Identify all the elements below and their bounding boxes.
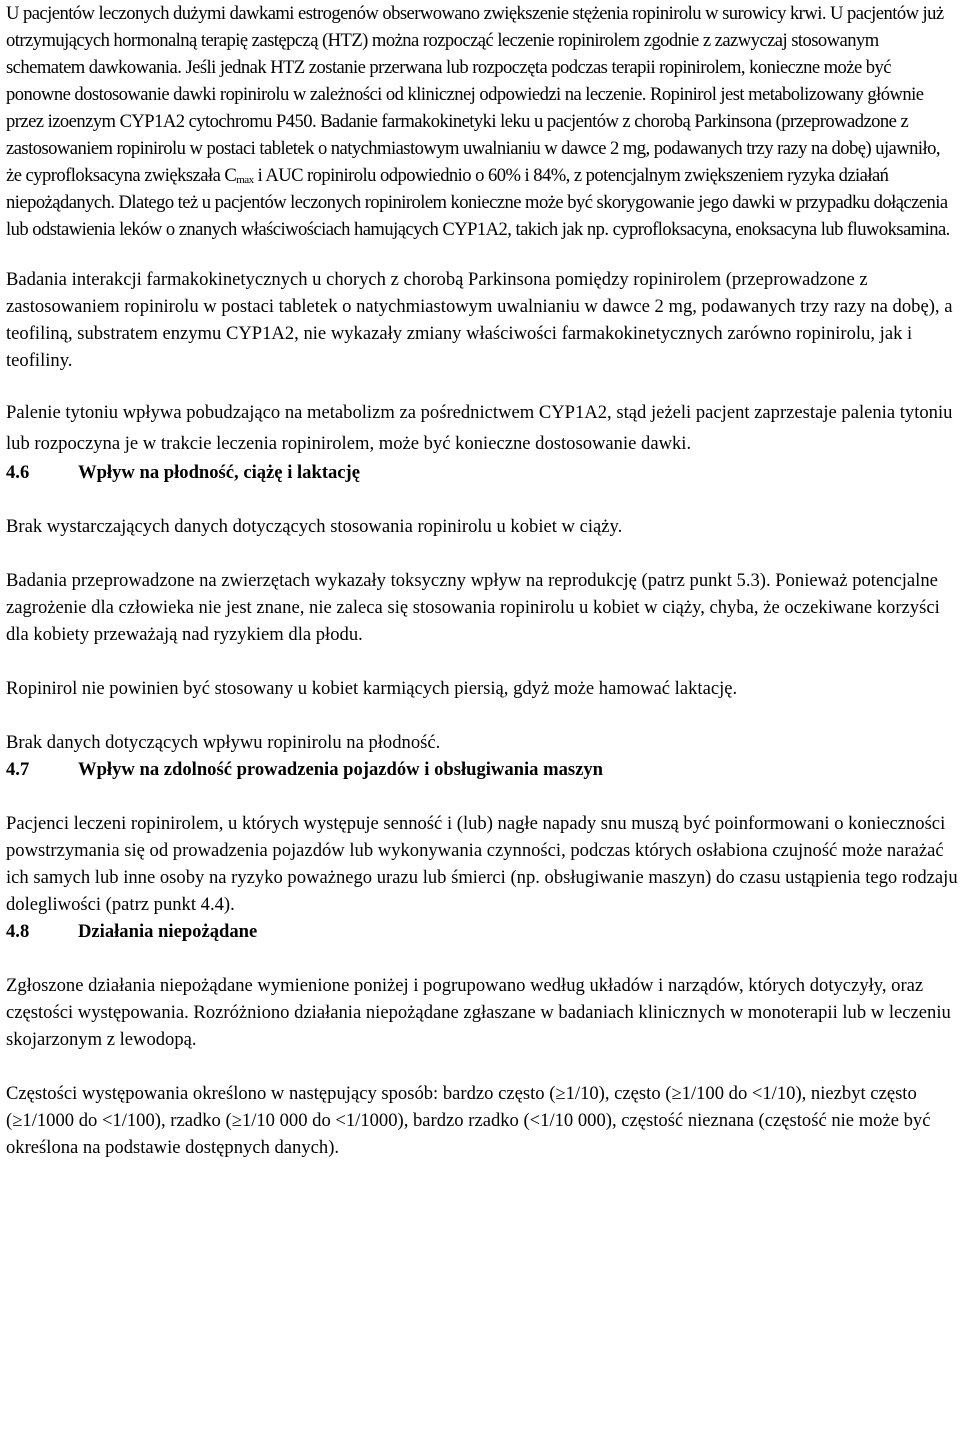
paragraph-fertility: Brak danych dotyczących wpływu ropinirolu na płodność.	[6, 732, 441, 753]
paragraph-theophylline: Badania interakcji farmakokinetycznych u chorych z chorobą Parkinsona pomiędzy ropinirolem (przeprowadzone z zastosowaniem ropinirolu w postaci tabletek o natychmiastowym uwalnianiu w dawce 2 mg, podawanych trzy razy na dobę), a teofiliną, substratem enzymu CYP1A2, nie wykazały zmiany właściwości farmakokinetycznych zarówno ropinirolu, jak i teofiliny.	[6, 269, 953, 371]
paragraph-driving: Pacjenci leczeni ropinirolem, u których występuje senność i (lub) nagłe napady snu muszą być poinformowani o konieczności powstrzymania się od prowadzenia pojazdów lub wykonywania czynności, podczas których osłabiona czujność może narażać ich samych lub inne osoby na ryzyko poważnego urazu lub śmierci (np. obsługiwanie maszyn) do czasu ustąpienia tego rodzaju dolegliwości (patrz punkt 4.4).	[6, 813, 958, 915]
section-title: Działania niepożądane	[78, 921, 258, 942]
paragraph-smoking: Palenie tytoniu wpływa pobudzająco na metabolizm za pośrednictwem CYP1A2, stąd jeżeli pacjent zaprzestaje palenia tytoniu lub rozpoczyna je w trakcie leczenia ropinirolem, może być konieczne dostosowanie dawki.	[6, 402, 953, 454]
paragraph-animal-studies: Badania przeprowadzone na zwierzętach wykazały toksyczny wpływ na reprodukcję (patrz punkt 5.3). Ponieważ potencjalne zagrożenie dla człowieka nie jest znane, nie zaleca się stosowania ropinirolu u kobiet w ciąży, chyba, że oczekiwane korzyści dla kobiety przeważają nad ryzykiem dla płodu.	[6, 570, 940, 645]
paragraph-text: U pacjentów leczonych dużymi dawkami estrogenów obserwowano zwiększenie stężenia ropinirolu w surowicy krwi. U pacjentów już otrzymujących hormonalną terapię zastępczą (HTZ) można rozpocząć leczenie ropinirolem zgodnie z zazwyczaj stosowanym schematem dawkowania. Jeśli jednak HTZ zostanie przerwana lub rozpoczęta podczas terapii ropinirolem, konieczne może być ponowne dostosowanie dawki ropinirolu w zależności od klinicznej odpowiedzi na leczenie. Ropinirol jest metabolizowany głównie przez izoenzym CYP1A2 cytochromu P450. Badanie farmakokinetyki leku u pacjentów z chorobą Parkinsona (przeprowadzone z zastosowaniem ropinirolu w postaci tabletek o natychmiastowym uwalnianiu w dawce 2 mg, podawanych trzy razy na dobę) ujawniło, że cyprofloksacyna zwiększała C	[6, 3, 944, 186]
paragraph-text: i AUC ropinirolu odpowiednio o 60% i 84%, z potencjalnym zwiększeniem ryzyka działań niepożądanych. Dlatego też u pacjentów leczonych ropinirolem konieczne może być skorygowanie jego dawki w przypadku dołączenia lub odstawienia leków o znanych właściwościach hamujących CYP1A2, takich jak np. cyprofloksacyna, enoksacyna lub fluwoksamina.	[6, 165, 950, 240]
section-title: Wpływ na zdolność prowadzenia pojazdów i obsługiwania maszyn	[78, 759, 604, 780]
paragraph-estrogen-cyp1a2	[6, 0, 958, 243]
paragraph-pregnancy-data: Brak wystarczających danych dotyczących stosowania ropinirolu u kobiet w ciąży.	[6, 516, 623, 537]
section-number: 4.8	[6, 921, 30, 942]
section-heading-4-6	[6, 459, 958, 486]
section-heading-4-7	[6, 756, 958, 783]
section-title: Wpływ na płodność, ciążę i laktację	[78, 462, 361, 483]
section-heading-4-8	[6, 918, 958, 945]
paragraph-adverse-effects: Zgłoszone działania niepożądane wymienione poniżej i pogrupowano według układów i narządów, których dotyczyły, oraz częstości występowania. Rozróżniono działania niepożądane zgłaszane w badaniach klinicznych w monoterapii lub w leczeniu skojarzonym z lewodopą.	[6, 975, 951, 1050]
section-number: 4.7	[6, 759, 30, 780]
document-page	[6, 0, 958, 1161]
paragraph-frequency-definitions: Częstości występowania określono w następujący sposób: bardzo często (≥1/10), często (≥1/100 do <1/10), niezbyt często (≥1/1000 do <1/100), rzadko (≥1/10 000 do <1/1000), bardzo rzadko (<1/10 000), częstość nieznana (częstość nie może być określona na podstawie dostępnych danych).	[6, 1083, 931, 1158]
section-number: 4.6	[6, 462, 30, 483]
subscript-max: max	[236, 174, 254, 186]
paragraph-lactation: Ropinirol nie powinien być stosowany u kobiet karmiących piersią, gdyż może hamować laktację.	[6, 678, 738, 699]
